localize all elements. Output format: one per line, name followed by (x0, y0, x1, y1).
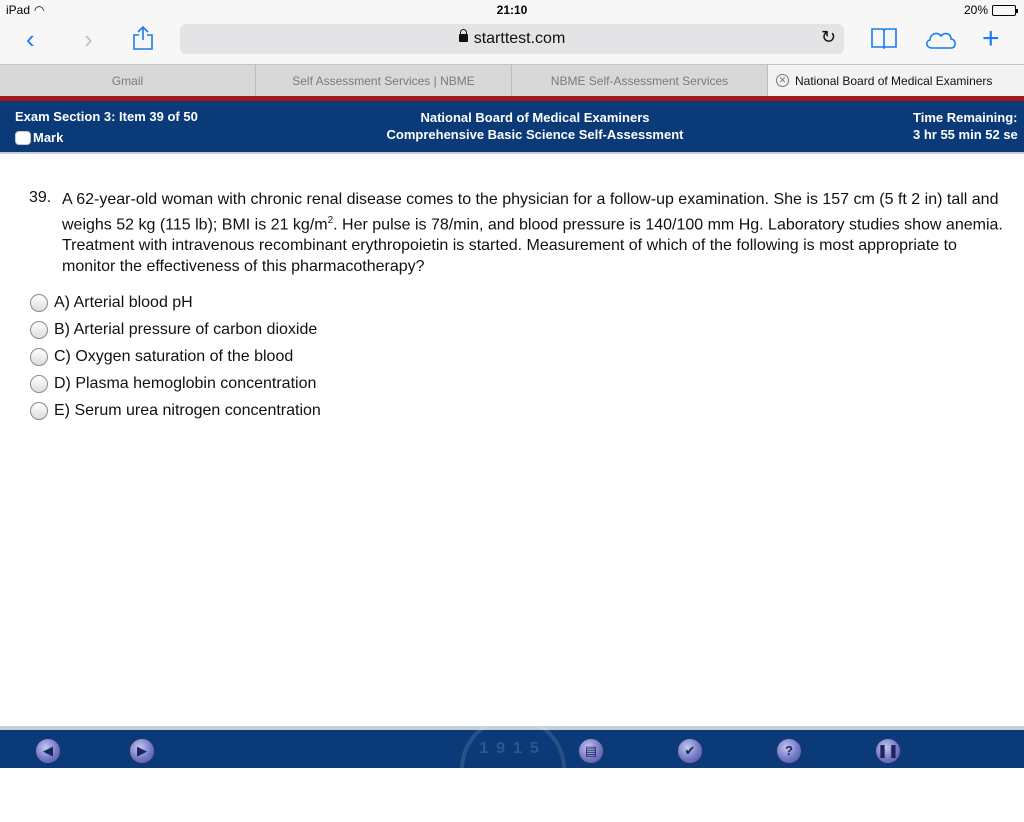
option-label: A) Arterial blood pH (54, 293, 193, 311)
forward-icon[interactable]: › (84, 24, 93, 54)
browser-tab-self-assessment[interactable] (256, 65, 512, 96)
back-icon[interactable]: ‹ (26, 24, 35, 54)
exam-header (0, 96, 1024, 152)
question-number: 39. (29, 189, 52, 206)
option-label: C) Oxygen saturation of the blood (54, 347, 294, 365)
nbme-seal-icon: 1915 (460, 716, 566, 822)
item-counter: Exam Section 3: Item 39 of 50 (15, 109, 198, 124)
share-icon[interactable] (132, 25, 154, 55)
wifi-icon: ◠ (34, 3, 45, 17)
stem-superscript: 2 (327, 215, 334, 226)
tab-label: NBME Self-Assessment Services (550, 73, 729, 88)
previous-button[interactable] (18, 738, 78, 779)
bottom-nav-bar (0, 726, 1024, 779)
icloud-tabs-icon[interactable] (923, 28, 959, 54)
device-name: iPad (6, 3, 31, 17)
exam-header-center (335, 109, 735, 143)
option-label: D) Plasma hemoglobin concentration (54, 374, 317, 392)
previous-label: Previous (24, 767, 72, 779)
tab-label: National Board of Medical Examiners (795, 73, 993, 88)
lab-values-button[interactable] (561, 738, 621, 779)
previous-icon: ◀ (35, 738, 61, 764)
browser-tab-gmail[interactable] (0, 65, 256, 96)
reload-icon[interactable]: ↻ (820, 27, 836, 47)
radio-button[interactable] (30, 294, 48, 312)
pause-label: Pause (871, 767, 905, 779)
lab-values-label: Lab Values (562, 767, 620, 779)
address-bar[interactable] (180, 24, 844, 54)
browser-tab-nbme-services[interactable] (512, 65, 768, 96)
status-bar (0, 0, 1024, 20)
time-remaining (913, 109, 1018, 143)
url-text: starttest.com (473, 30, 566, 47)
lock-icon (459, 34, 468, 42)
review-button[interactable] (660, 738, 720, 779)
question-stem (62, 189, 1007, 277)
battery-percent: 20% (963, 3, 988, 17)
browser-tab-nbme[interactable] (768, 65, 1024, 96)
org-name: National Board of Medical Examiners (420, 110, 650, 125)
mark-checkbox[interactable] (15, 131, 31, 145)
answer-option-c[interactable] (30, 343, 321, 370)
new-tab-icon[interactable]: + (982, 22, 1000, 55)
next-icon: ▶ (129, 738, 155, 764)
stem-text-1: A 62-year-old woman with chronic renal disease comes to the physician for a follow-up examination. She is 157 cm (5 ft 2 in) tall and weighs 52 kg (115 lb); BMI is 21 kg/m (62, 191, 999, 234)
mark-label: Mark (33, 130, 64, 145)
answer-option-a[interactable] (30, 289, 321, 316)
exam-header-left (15, 109, 198, 145)
pause-button[interactable] (858, 738, 918, 779)
lab-values-icon: ▤ (578, 738, 604, 764)
answer-option-b[interactable] (30, 316, 321, 343)
clock: 21:10 (496, 3, 528, 17)
review-label: Review (671, 767, 709, 779)
browser-tab-strip (0, 64, 1024, 96)
help-button[interactable] (759, 738, 819, 779)
radio-button[interactable] (30, 321, 48, 339)
browser-toolbar (0, 20, 1024, 64)
status-right (964, 3, 1016, 17)
stem-text-2: . Her pulse is 78/min, and blood pressure is 140/100 mm Hg. Laboratory studies show anemia. Treatment with intravenous recombinant erythropoietin is started. Measurement of which of the following is most appropriate to monitor the effectiveness of this pharmacotherapy? (62, 216, 1003, 276)
answer-option-d[interactable] (30, 370, 321, 397)
next-label: Next (130, 767, 154, 779)
time-remaining-label: Time Remaining: (913, 110, 1018, 125)
tab-label: Self Assessment Services | NBME (292, 73, 475, 88)
radio-button[interactable] (30, 375, 48, 393)
radio-button[interactable] (30, 348, 48, 366)
tab-label: Gmail (111, 73, 144, 88)
mark-toggle[interactable] (15, 130, 198, 145)
next-button[interactable] (112, 738, 172, 779)
radio-button[interactable] (30, 402, 48, 420)
time-remaining-value: 3 hr 55 min 52 se (913, 127, 1018, 142)
battery-icon (992, 5, 1016, 16)
option-label: B) Arterial pressure of carbon dioxide (54, 320, 318, 338)
help-label: Help (777, 767, 801, 779)
pause-icon: ❚❚ (875, 738, 901, 764)
help-icon: ? (776, 738, 802, 764)
review-icon: ✔ (677, 738, 703, 764)
option-label: E) Serum urea nitrogen concentration (54, 401, 321, 419)
answer-options (30, 289, 321, 424)
assessment-name: Comprehensive Basic Science Self-Assessment (386, 127, 684, 142)
close-tab-icon[interactable]: ✕ (776, 74, 789, 87)
url-display[interactable] (180, 30, 844, 48)
bookmarks-icon[interactable] (870, 26, 898, 54)
answer-option-e[interactable] (30, 397, 321, 424)
question-panel (0, 152, 1024, 730)
